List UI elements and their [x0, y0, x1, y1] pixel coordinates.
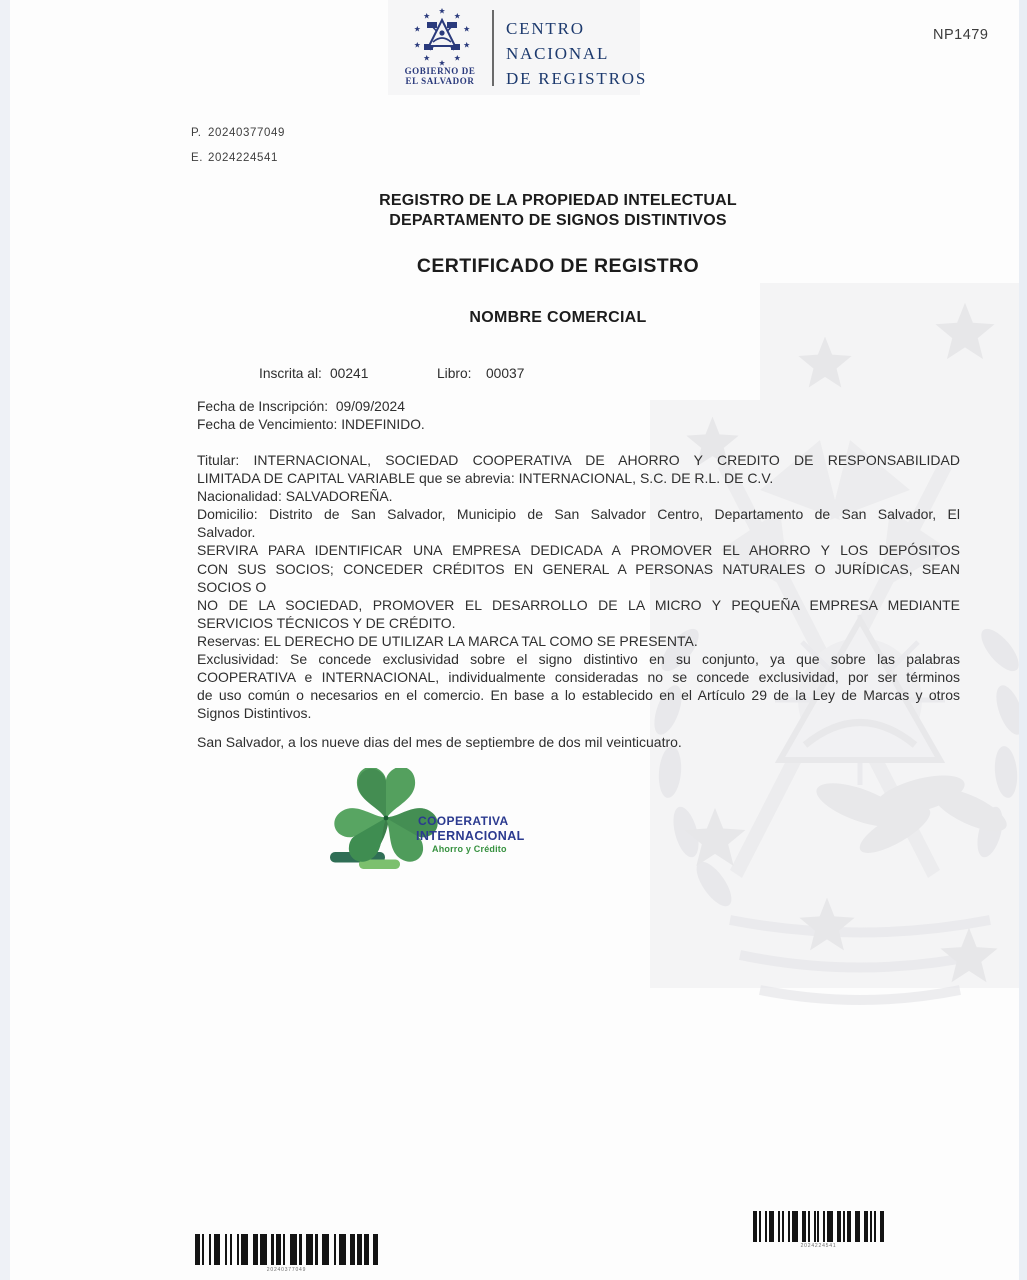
e-reference-row	[191, 152, 278, 164]
np-number: NP1479	[933, 27, 989, 43]
brand-tagline: Ahorro y Crédito	[432, 844, 507, 854]
government-label-line1: GOBIERNO DE	[404, 66, 476, 76]
body-line: Titular: INTERNACIONAL, SOCIEDAD COOPERATIVA DE AHORRO Y CREDITO DE RESPONSABILIDAD	[197, 452, 960, 468]
fecha-inscripcion-row	[197, 399, 405, 414]
p-reference-row	[191, 127, 285, 139]
body-line: CON SUS SOCIOS; CONCEDER CRÉDITOS EN GENERAL A PERSONAS NATURALES O JURÍDICAS, SEAN	[197, 560, 960, 577]
scan-left-edge	[0, 0, 10, 1280]
fecha-vencimiento-value: INDEFINIDO.	[341, 417, 425, 432]
body-line: de uso común o necesarios en el comercio. En base a lo establecido en el Artículo 29 de la Ley de Marcas y otros	[197, 687, 960, 704]
barcode-right-bars	[753, 1211, 884, 1242]
brand-name-line2: INTERNACIONAL	[416, 829, 525, 843]
body-line: Signos Distintivos.	[197, 705, 312, 722]
fecha-vencimiento-row	[197, 417, 425, 432]
barcode-left-number: 20240377049	[266, 1267, 307, 1273]
scan-right-edge	[1019, 0, 1027, 1280]
header-divider	[492, 10, 494, 86]
inscription-row	[0, 366, 1027, 384]
body-text	[197, 451, 960, 722]
inscrita-value: 00241	[330, 366, 369, 381]
e-label: E.	[191, 152, 204, 164]
watermark-star-icon	[683, 806, 747, 870]
body-line: SOCIOS O	[197, 578, 267, 595]
org-name-line1: CENTRO	[506, 19, 585, 38]
org-name	[506, 16, 647, 91]
watermark-star-icon	[939, 926, 999, 986]
fecha-inscripcion-value: 09/09/2024	[335, 399, 405, 414]
issue-date-line: San Salvador, a los nueve dias del mes de septiembre de dos mil veinticuatro.	[197, 734, 682, 750]
barcode-right-number: 2024224541	[800, 1243, 837, 1249]
body-line: Exclusividad: Se concede exclusividad sobre el signo distintivo en su conjunto, ya que sobre las palabras	[197, 651, 960, 668]
watermark-star-icon	[934, 301, 996, 363]
sign-type-title: NOMBRE COMERCIAL	[469, 309, 647, 326]
government-label-line2: EL SALVADOR	[405, 76, 475, 86]
certificate-title: CERTIFICADO DE REGISTRO	[416, 255, 700, 277]
document-header	[0, 0, 1027, 100]
org-name-line2: NACIONAL	[506, 44, 610, 63]
brand-logo	[326, 768, 586, 876]
government-label	[390, 66, 490, 86]
p-label: P.	[191, 127, 202, 139]
body-line: SERVIRA PARA IDENTIFICAR UNA EMPRESA DEDICADA A PROMOVER EL AHORRO Y LOS DEPÓSITOS	[197, 542, 960, 559]
body-line: COOPERATIVA e INTERNACIONAL, individualmente consideradas no se concede exclusividad, por ser términos	[197, 669, 960, 686]
office-title-line2: DEPARTAMENTO DE SIGNOS DISTINTIVOS	[389, 211, 727, 229]
brand-name-line1: COOPERATIVA	[418, 814, 509, 828]
body-line: LIMITADA DE CAPITAL VARIABLE que se abrevia: INTERNACIONAL, S.C. DE R.L. DE C.V.	[197, 470, 774, 487]
org-name-line3: DE REGISTROS	[506, 69, 648, 88]
barcode-right	[753, 1211, 884, 1251]
libro-label: Libro:	[437, 366, 472, 381]
body-line: Domicilio: Distrito de San Salvador, Municipio de San Salvador Centro, Departamento de San Salvador, El	[197, 506, 960, 523]
inscrita-label: Inscrita al:	[259, 366, 322, 381]
watermark-star-icon	[798, 896, 856, 954]
barcode-left-bars	[195, 1234, 378, 1265]
body-line: Nacionalidad: SALVADOREÑA.	[197, 488, 393, 505]
p-value: 20240377049	[208, 127, 285, 139]
body-line: NO DE LA SOCIEDAD, PROMOVER EL DESARROLLO DE LA MICRO Y PEQUEÑA EMPRESA MEDIANTE	[197, 596, 960, 613]
el-salvador-government-emblem-icon	[398, 6, 486, 66]
body-line: Reservas: EL DERECHO DE UTILIZAR LA MARCA TAL COMO SE PRESENTA.	[197, 632, 698, 649]
fecha-inscripcion-label: Fecha de Inscripción:	[197, 399, 329, 414]
barcode-left	[195, 1234, 378, 1276]
fecha-vencimiento-label: Fecha de Vencimiento:	[197, 417, 338, 432]
body-line: SERVICIOS TÉCNICOS Y DE CRÉDITO.	[197, 614, 456, 631]
office-title	[197, 191, 919, 230]
libro-value: 00037	[486, 366, 525, 381]
body-line: Salvador.	[197, 524, 256, 541]
office-title-line1: REGISTRO DE LA PROPIEDAD INTELECTUAL	[379, 192, 737, 209]
e-value: 2024224541	[208, 152, 278, 164]
